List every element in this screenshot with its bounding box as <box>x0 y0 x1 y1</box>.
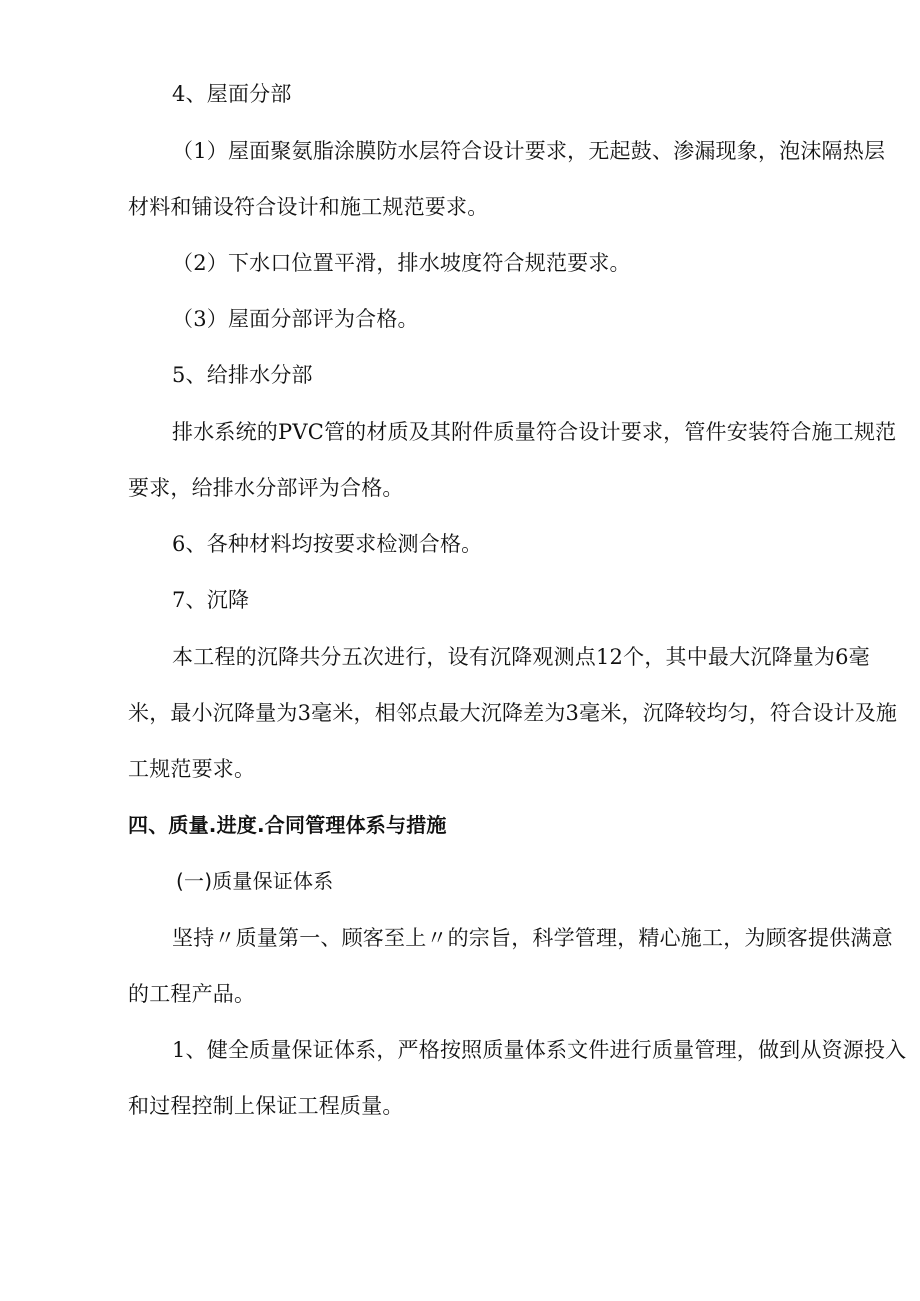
subsection-heading: (一)质量保证体系 <box>176 869 334 893</box>
paragraph-line: 和过程控制上保证工程质量。 <box>128 1094 404 1118</box>
section-5-heading: 5、给排水分部 <box>172 363 313 387</box>
paragraph-line: 排水系统的PVC管的材质及其附件质量符合设计要求，管件安装符合施工规范 <box>172 420 897 444</box>
paragraph-line: 工规范要求。 <box>128 757 256 781</box>
section-7-heading: 7、沉降 <box>172 588 250 612</box>
paragraph-line: （3）屋面分部评为合格。 <box>172 307 419 331</box>
paragraph-line: （1）屋面聚氨脂涂膜防水层符合设计要求，无起鼓、渗漏现象，泡沫隔热层 <box>172 139 886 163</box>
paragraph-line: 米，最小沉降量为3毫米，相邻点最大沉降差为3毫米，沉降较均匀，符合设计及施 <box>128 701 898 725</box>
section-4-heading: 4、屋面分部 <box>172 82 292 106</box>
paragraph-line: 本工程的沉降共分五次进行，设有沉降观测点12个，其中最大沉降量为6毫 <box>172 645 870 669</box>
paragraph-line: （2）下水口位置平滑，排水坡度符合规范要求。 <box>172 251 631 275</box>
paragraph-line: 1、健全质量保证体系，严格按照质量体系文件进行质量管理，做到从资源投入 <box>172 1038 907 1062</box>
paragraph-line: 要求，给排水分部评为合格。 <box>128 476 404 500</box>
chapter-4-heading: 四、质量.进度.合同管理体系与措施 <box>128 813 447 837</box>
paragraph-line: 材料和铺设符合设计和施工规范要求。 <box>128 195 489 219</box>
paragraph-line: 坚持〃质量第一、顾客至上〃的宗旨，科学管理，精心施工，为顾客提供满意 <box>172 926 893 950</box>
paragraph-line: 的工程产品。 <box>128 982 256 1006</box>
section-6-heading: 6、各种材料均按要求检测合格。 <box>172 532 483 556</box>
